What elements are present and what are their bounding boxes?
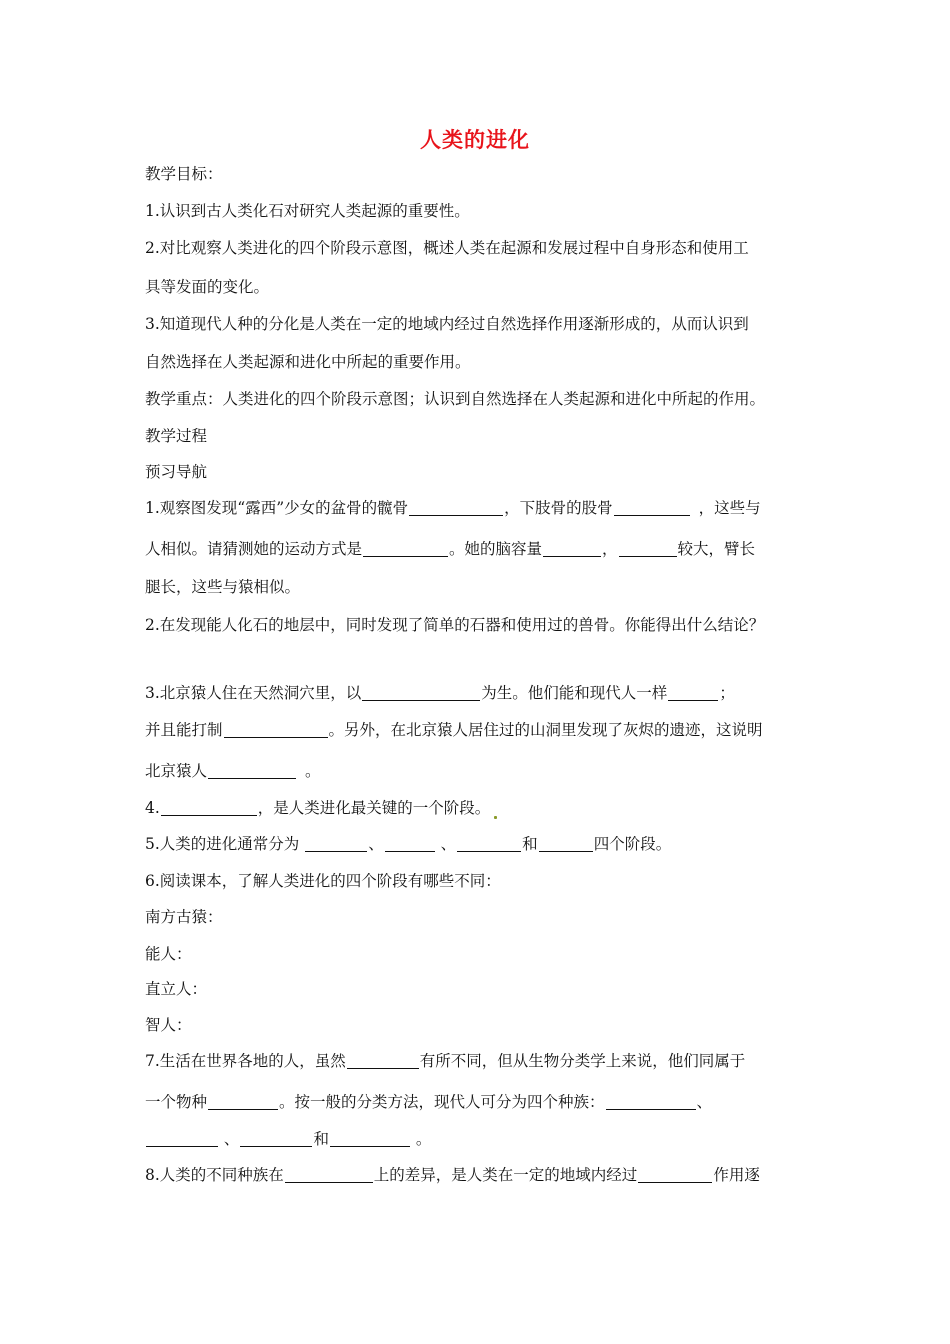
answer-blank[interactable] bbox=[146, 1130, 218, 1147]
question-text: 较大，臂长 bbox=[677, 540, 756, 558]
question-text: ； bbox=[719, 684, 735, 702]
answer-blank[interactable] bbox=[224, 721, 328, 738]
answer-blank[interactable] bbox=[347, 1052, 419, 1069]
process-heading: 教学过程 bbox=[145, 427, 208, 445]
goal-3-line-1: 3.知道现代人种的分化是人类在一定的地域内经过自然选择作用逐渐形成的，从而认识到 bbox=[145, 315, 749, 333]
answer-blank[interactable] bbox=[240, 1130, 312, 1147]
question-7-line-3 bbox=[145, 1129, 815, 1149]
answer-blank[interactable] bbox=[619, 540, 677, 557]
question-3-line-3 bbox=[145, 761, 815, 781]
question-text: 北京猿人 bbox=[145, 762, 208, 780]
answer-blank[interactable] bbox=[305, 835, 367, 852]
question-text: 并且能打制 bbox=[145, 721, 223, 739]
question-text: 和 bbox=[522, 835, 538, 853]
question-text: 为生。他们能和现代人一样 bbox=[481, 684, 668, 702]
answer-blank[interactable] bbox=[362, 684, 480, 701]
answer-blank[interactable] bbox=[409, 499, 503, 516]
question-1-line-3: 腿长，这些与猿相似。 bbox=[145, 578, 301, 596]
goal-3-line-2: 自然选择在人类起源和进化中所起的重要作用。 bbox=[145, 353, 471, 371]
answer-blank[interactable] bbox=[668, 684, 718, 701]
question-text: 4. bbox=[145, 799, 160, 817]
question-text: 。她的脑容量 bbox=[449, 540, 543, 558]
question-text: 和 bbox=[313, 1130, 329, 1148]
question-6: 6.阅读课本，了解人类进化的四个阶段有哪些不同： bbox=[145, 872, 501, 890]
question-7-line-1 bbox=[145, 1051, 815, 1071]
question-text: ，下肢骨的股骨 bbox=[504, 499, 613, 517]
answer-blank[interactable] bbox=[457, 835, 521, 852]
goal-1: 1.认识到古人类化石对研究人类起源的重要性。 bbox=[145, 202, 470, 220]
question-2: 2.在发现能人化石的地层中，同时发现了简单的石器和使用过的兽骨。你能得出什么结论？ bbox=[145, 616, 765, 634]
goal-2-line-1: 2.对比观察人类进化的四个阶段示意图，概述人类在起源和发展过程中自身形态和使用工 bbox=[145, 239, 749, 257]
question-7-line-2 bbox=[145, 1092, 815, 1112]
answer-blank[interactable] bbox=[330, 1130, 410, 1147]
answer-blank[interactable] bbox=[638, 1166, 712, 1183]
goal-2-line-2: 具等发面的变化。 bbox=[145, 278, 270, 296]
answer-blank[interactable] bbox=[363, 540, 448, 557]
question-text: 。 bbox=[410, 1130, 432, 1148]
question-text: ，这些与 bbox=[698, 499, 761, 517]
answer-blank[interactable] bbox=[614, 499, 690, 516]
question-text: 3.北京猿人住在天然洞穴里，以 bbox=[145, 684, 362, 702]
question-text: 一个物种 bbox=[145, 1093, 208, 1111]
question-text: 。按一般的分类方法，现代人可分为四个种族： bbox=[279, 1093, 605, 1111]
question-text: 7.生活在世界各地的人，虽然 bbox=[145, 1052, 346, 1070]
question-text: 有所不同，但从生物分类学上来说，他们同属于 bbox=[419, 1052, 746, 1070]
question-text: ， bbox=[602, 540, 618, 558]
answer-blank[interactable] bbox=[539, 835, 593, 852]
question-text: 人相似。请猜测她的运动方式是 bbox=[145, 540, 363, 558]
answer-blank[interactable] bbox=[285, 1166, 373, 1183]
ink-speck bbox=[494, 816, 497, 819]
question-text: 、 bbox=[219, 1130, 240, 1148]
question-text: 1.观察图发现“露西”少女的盆骨的髋骨 bbox=[145, 499, 409, 517]
answer-blank[interactable] bbox=[543, 540, 601, 557]
answer-blank[interactable] bbox=[208, 1093, 278, 1110]
answer-blank[interactable] bbox=[208, 762, 296, 779]
question-5 bbox=[145, 834, 815, 854]
question-1-line-1 bbox=[145, 498, 815, 518]
question-3-line-1 bbox=[145, 683, 815, 703]
question-1-line-2 bbox=[145, 539, 815, 559]
preview-heading: 预习导航 bbox=[145, 463, 208, 481]
stage-homo-habilis: 能人： bbox=[145, 945, 192, 963]
question-text: 、 bbox=[435, 835, 457, 853]
question-3-line-2 bbox=[145, 720, 815, 740]
stage-homo-sapiens: 智人： bbox=[145, 1016, 192, 1034]
question-4 bbox=[145, 798, 815, 819]
question-text: 、 bbox=[368, 835, 384, 853]
answer-blank[interactable] bbox=[161, 799, 257, 816]
question-text: 8.人类的不同种族在 bbox=[145, 1166, 284, 1184]
page-title: 人类的进化 bbox=[420, 128, 530, 152]
question-text: 作用逐 bbox=[713, 1166, 760, 1184]
stage-homo-erectus: 直立人： bbox=[145, 980, 208, 998]
question-text: 上的差异，是人类在一定的地域内经过 bbox=[373, 1166, 638, 1184]
answer-blank[interactable] bbox=[606, 1093, 696, 1110]
question-text: 四个阶段。 bbox=[593, 835, 672, 853]
answer-blank[interactable] bbox=[385, 835, 435, 852]
question-text: 。 bbox=[305, 762, 321, 780]
question-text: 5.人类的进化通常分为 bbox=[145, 835, 305, 853]
key-points: 教学重点：人类进化的四个阶段示意图；认识到自然选择在人类起源和进化中所起的作用。 bbox=[145, 390, 766, 408]
question-text: ，是人类进化最关键的一个阶段。 bbox=[257, 799, 491, 817]
question-8-line-1 bbox=[145, 1165, 815, 1185]
question-text: 、 bbox=[696, 1093, 713, 1111]
stage-australopithecus: 南方古猿： bbox=[145, 908, 223, 926]
goals-heading: 教学目标： bbox=[145, 165, 223, 183]
question-text: 。另外，在北京猿人居住过的山洞里发现了灰烬的遗迹，这说明 bbox=[328, 721, 763, 739]
